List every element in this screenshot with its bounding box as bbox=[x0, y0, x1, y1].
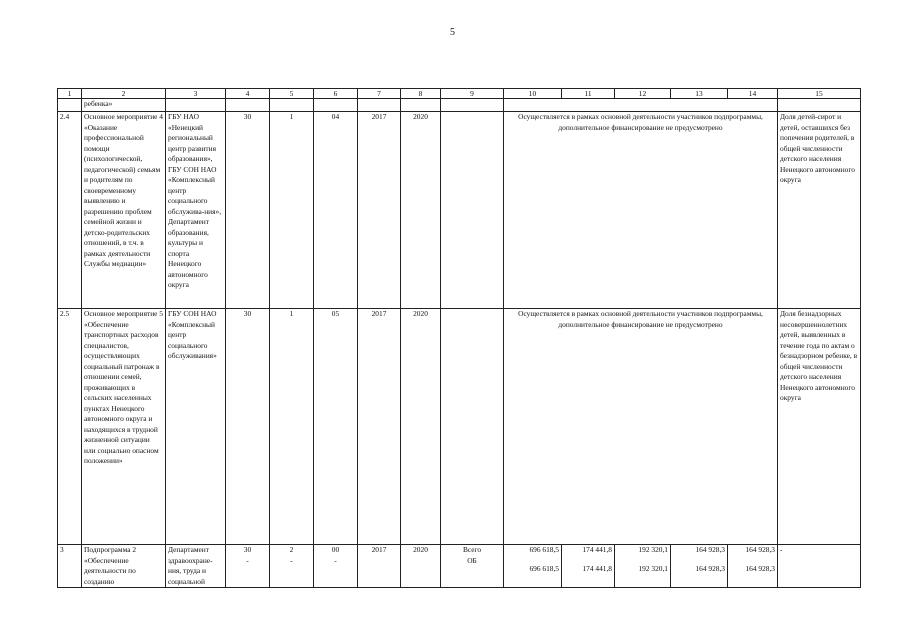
code-cell bbox=[270, 545, 314, 588]
table-row bbox=[58, 545, 861, 588]
row-number: 2.4 bbox=[58, 112, 82, 309]
header-cell: 2 bbox=[82, 89, 166, 99]
amount-cell bbox=[504, 545, 562, 588]
header-cell: 7 bbox=[358, 89, 401, 99]
header-cell: 10 bbox=[504, 89, 562, 99]
amount-total: 164 928,3 bbox=[745, 545, 775, 554]
financing-note: Осуществляется в рамках основной деятельности участников подпрограммы, дополнительное финансирование не предусмотрено bbox=[504, 309, 778, 545]
header-cell: 11 bbox=[562, 89, 615, 99]
amount-total: 164 928,3 bbox=[695, 545, 725, 554]
program-table bbox=[57, 88, 861, 588]
code-value: 2 bbox=[289, 545, 294, 554]
page-number: 5 bbox=[450, 27, 455, 38]
continuation-row bbox=[58, 99, 861, 112]
amount-cell bbox=[671, 545, 728, 588]
header-cell: 4 bbox=[226, 89, 270, 99]
header-cell: 6 bbox=[314, 89, 358, 99]
code-value: - bbox=[334, 555, 337, 565]
funding-source-value: Всего bbox=[462, 545, 482, 554]
header-cell: 3 bbox=[166, 89, 226, 99]
code-cell: 1 bbox=[270, 112, 314, 309]
funding-source-value: ОБ bbox=[467, 555, 477, 565]
start-year: 2017 bbox=[358, 309, 401, 545]
table-row bbox=[58, 112, 861, 309]
row-number: 3 bbox=[58, 545, 82, 588]
header-cell: 1 bbox=[58, 89, 82, 99]
amount-cell bbox=[728, 545, 778, 588]
header-cell: 8 bbox=[401, 89, 441, 99]
amount-cell bbox=[615, 545, 671, 588]
code-cell: 04 bbox=[314, 112, 358, 309]
amount-ob: 192 320,1 bbox=[638, 563, 668, 573]
amount-cell bbox=[562, 545, 615, 588]
header-cell: 15 bbox=[778, 89, 861, 99]
measure-name: Основное мероприятие 4 «Оказание профессиональной помощи (психологической, педагогической) семьям и родителям по своевременному выявлению и разрешению проблем семейной жизни и детско-родительских отношений, в т.ч. в рамках деятельности Службы медиации» bbox=[82, 112, 166, 309]
executor: Департамент здравоохране-ния, труда и социальной bbox=[166, 545, 226, 588]
code-cell: 1 bbox=[270, 309, 314, 545]
indicator: - bbox=[778, 545, 861, 588]
amount-ob: 164 928,3 bbox=[745, 563, 775, 573]
code-value: 30 bbox=[243, 545, 252, 554]
continuation-text: ребенка» bbox=[82, 99, 166, 112]
amount-total: 174 441,8 bbox=[582, 545, 612, 554]
indicator: Доля детей-сирот и детей, оставшихся без попечения родителей, в общей численности детского населения Ненецкого автономного округа bbox=[778, 112, 861, 309]
header-cell: 5 bbox=[270, 89, 314, 99]
table-row bbox=[58, 309, 861, 545]
code-value: 00 bbox=[331, 545, 340, 554]
code-cell bbox=[226, 545, 270, 588]
amount-total: 696 618,5 bbox=[529, 545, 559, 554]
code-value: - bbox=[246, 555, 249, 565]
header-row bbox=[58, 89, 861, 99]
start-year: 2017 bbox=[358, 545, 401, 588]
code-cell: 30 bbox=[226, 309, 270, 545]
measure-name: Подпрограмма 2 «Обеспечение деятельности по созданию bbox=[82, 545, 166, 588]
measure-name: Основное мероприятие 5 «Обеспечение транспортных расходов специалистов, осуществляющих социальный патронаж в отношении семей, проживающих в сельских населенных пунктах Ненецкого автономного округа и находящихся в трудной жизненной ситуации или социально опасном положении» bbox=[82, 309, 166, 545]
header-cell: 12 bbox=[615, 89, 671, 99]
code-cell bbox=[314, 545, 358, 588]
end-year: 2020 bbox=[401, 309, 441, 545]
financing-note: Осуществляется в рамках основной деятельности участников подпрограммы, дополнительное финансирование не предусмотрено bbox=[504, 112, 778, 309]
row-number: 2.5 bbox=[58, 309, 82, 545]
executor: ГБУ СОН НАО «Комплексный центр социального обслуживания» bbox=[166, 309, 226, 545]
header-cell: 13 bbox=[671, 89, 728, 99]
funding-source bbox=[441, 545, 504, 588]
indicator: Доля безнадзорных несовершеннолетних детей, выявленных в течение года по актам о безнадзорном ребенке, в общей численности детского населения Ненецкого автономного округа bbox=[778, 309, 861, 545]
amount-ob: 174 441,8 bbox=[582, 563, 612, 573]
code-cell: 05 bbox=[314, 309, 358, 545]
executor: ГБУ НАО «Ненецкий региональный центр развития образования», ГБУ СОН НАО «Комплексный центр социального обслужива-ния», Департамент образования, культуры и спорта Ненецкого автономного округа bbox=[166, 112, 226, 309]
end-year: 2020 bbox=[401, 112, 441, 309]
code-value: - bbox=[290, 555, 293, 565]
amount-ob: 696 618,5 bbox=[529, 563, 559, 573]
code-cell: 30 bbox=[226, 112, 270, 309]
end-year: 2020 bbox=[401, 545, 441, 588]
header-cell: 14 bbox=[728, 89, 778, 99]
start-year: 2017 bbox=[358, 112, 401, 309]
header-cell: 9 bbox=[441, 89, 504, 99]
amount-ob: 164 928,3 bbox=[695, 563, 725, 573]
amount-total: 192 320,1 bbox=[638, 545, 668, 554]
